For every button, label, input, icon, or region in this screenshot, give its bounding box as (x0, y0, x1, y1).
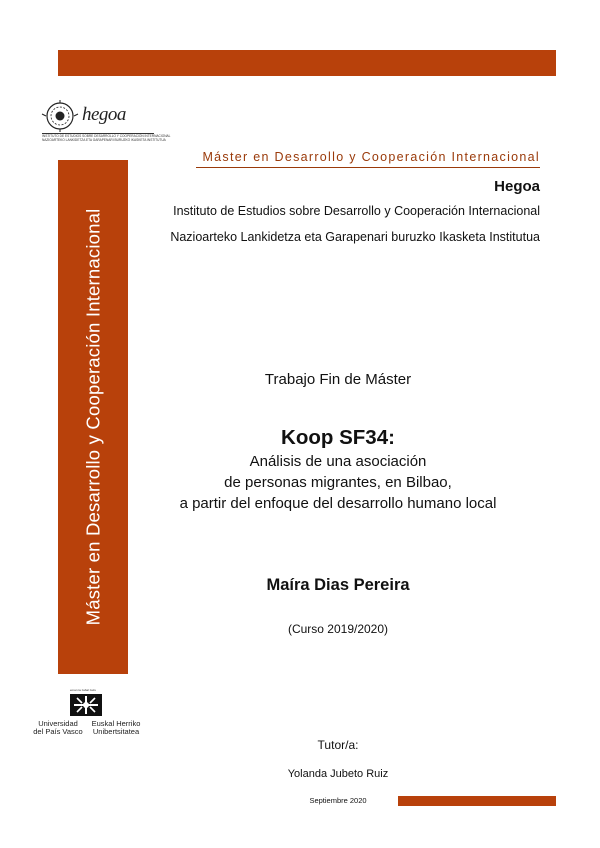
top-accent-gap (100, 76, 556, 86)
top-accent-bar (58, 50, 556, 76)
upv-ehu-logo (30, 688, 142, 744)
institute-name-eu: Nazioarteko Lankidetza eta Garapenari buruzko Ikasketa Institutua (170, 230, 540, 244)
side-label (58, 160, 128, 674)
hegoa-logo (40, 100, 171, 146)
institute-name-es: Instituto de Estudios sobre Desarrollo y Cooperación Internacional (173, 204, 540, 218)
upv-name-eu: Euskal Herriko Unibertsitatea (91, 719, 141, 736)
org-name: Hegoa (494, 178, 540, 195)
upv-name-es: Universidad del País Vasco (33, 719, 83, 736)
course-year: (Curso 2019/2020) (287, 622, 389, 636)
hegoa-emblem-icon (40, 100, 80, 132)
subtitle-line: a partir del enfoque del desarrollo humano local (179, 495, 497, 512)
subtitle-line: de personas migrantes, en Bilbao, (224, 474, 452, 491)
tutor-name: Yolanda Jubeto Ruiz (287, 768, 389, 780)
subtitle-line: Análisis de una asociación (249, 453, 427, 470)
master-underline (196, 167, 540, 168)
upv-emblem-icon (68, 692, 104, 718)
document-type: Trabajo Fin de Máster (264, 371, 412, 388)
upv-tagline: eman ta zabal zazu (70, 688, 97, 692)
hegoa-subtitle-eu: NAZIOARTEKO LANKIDETZA ETA GARAPENARI BURUZKO IKASKETA INSTITUTUA (42, 138, 166, 142)
side-label-text: Máster en Desarrollo y Cooperación Internacional (82, 208, 103, 626)
document-date: Septiembre 2020 (309, 796, 367, 805)
author-name: Maíra Dias Pereira (266, 576, 410, 594)
document-title: Koop SF34: (281, 426, 395, 449)
tutor-label: Tutor/a: (317, 738, 359, 752)
hegoa-wordmark: hegoa (82, 104, 126, 125)
hegoa-subtitle-es: INSTITUTO DE ESTUDIOS SOBRE DESARROLLO Y COOPERACIÓN INTERNACIONAL (42, 134, 171, 138)
master-heading: Máster en Desarrollo y Cooperación Internacional (202, 150, 540, 164)
